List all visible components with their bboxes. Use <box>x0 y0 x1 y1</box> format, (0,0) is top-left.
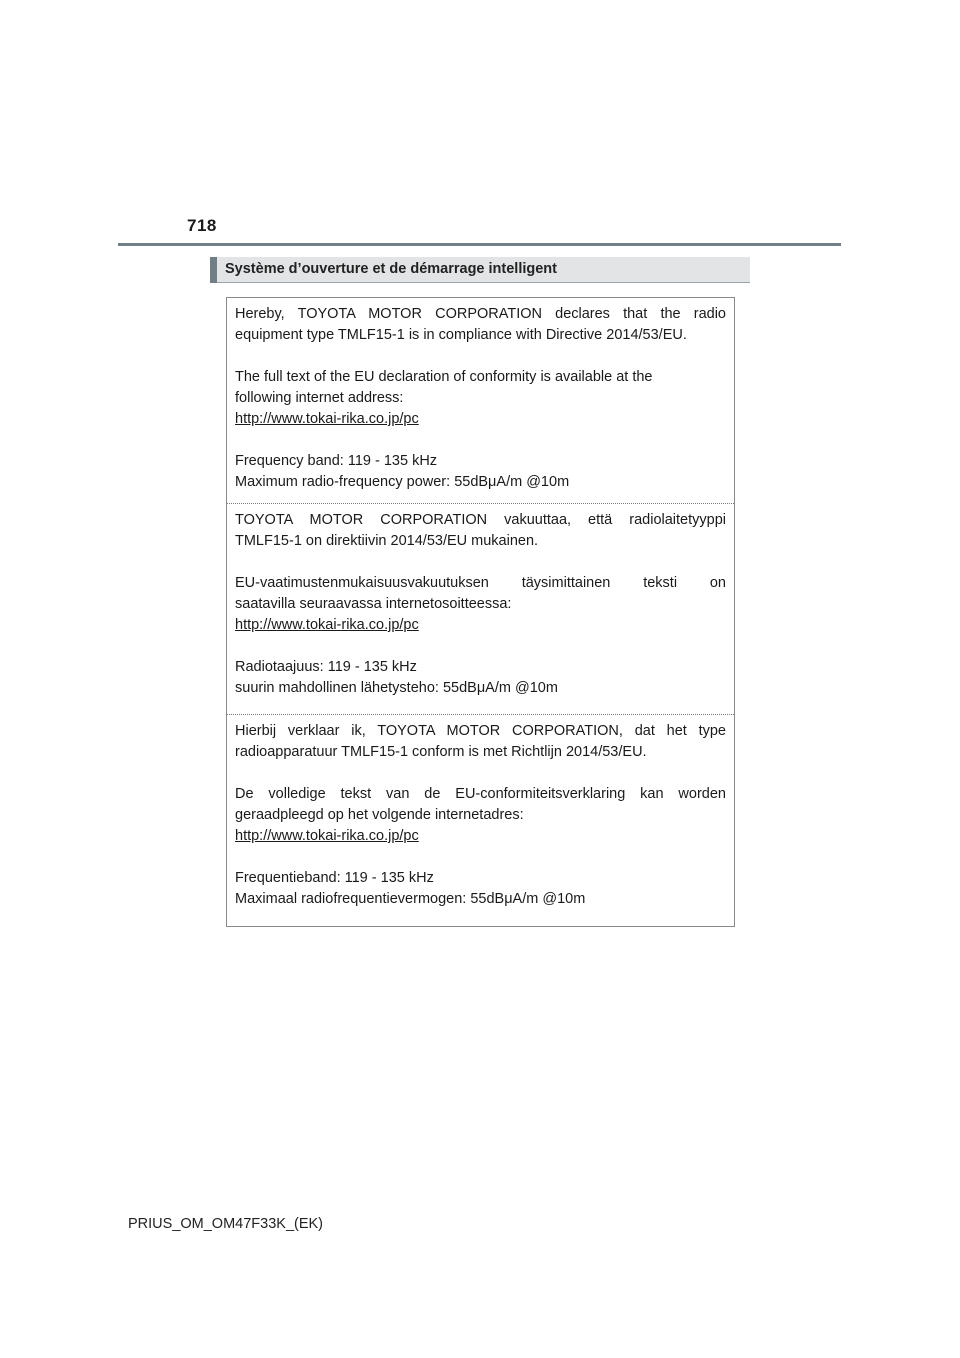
declaration-english <box>227 298 734 503</box>
section-title: Système d’ouverture et de démarrage intelligent <box>225 261 557 277</box>
declaration-finnish <box>227 503 734 714</box>
declaration-statement <box>235 721 726 763</box>
declaration-link[interactable]: http://www.tokai-rika.co.jp/pc <box>235 411 419 427</box>
declaration-line: Hierbij verklaar ik, TOYOTA MOTOR CORPORATION, dat het type <box>235 723 726 739</box>
declaration-statement <box>235 510 726 552</box>
declaration-line: Hereby, TOYOTA MOTOR CORPORATION declares that the radio <box>235 306 726 322</box>
declaration-dutch <box>227 714 734 926</box>
availability-statement <box>235 367 726 430</box>
declaration-line: TOYOTA MOTOR CORPORATION vakuuttaa, että radiolaitetyyppi <box>235 512 726 528</box>
frequency-band: Frequency band: 119 - 135 kHz <box>235 453 438 469</box>
availability-line: geraadpleegd op het volgende internetadres: <box>235 807 524 823</box>
availability-line: saatavilla seuraavassa internetosoitteessa: <box>235 596 512 612</box>
declarations-table <box>226 297 735 927</box>
technical-data <box>235 868 726 910</box>
declaration-link[interactable]: http://www.tokai-rika.co.jp/pc <box>235 828 419 844</box>
declaration-line: radioapparatuur TMLF15-1 conform is met Richtlijn 2014/53/EU. <box>235 744 647 760</box>
max-power: Maximaal radiofrequentievermogen: 55dBμA/m @10m <box>235 891 586 907</box>
page-number: 718 <box>187 216 217 235</box>
availability-line: following internet address: <box>235 390 404 406</box>
availability-statement <box>235 573 726 636</box>
availability-statement <box>235 784 726 847</box>
document-code-footer: PRIUS_OM_OM47F33K_(EK) <box>128 1216 324 1232</box>
declaration-link[interactable]: http://www.tokai-rika.co.jp/pc <box>235 617 419 633</box>
availability-line: The full text of the EU declaration of conformity is available at the <box>235 369 653 385</box>
technical-data <box>235 657 726 699</box>
max-power: suurin mahdollinen lähetysteho: 55dBμA/m @10m <box>235 680 558 696</box>
technical-data <box>235 451 726 493</box>
header-rule <box>118 243 841 246</box>
frequency-band: Radiotaajuus: 119 - 135 kHz <box>235 659 417 675</box>
declaration-line: equipment type TMLF15-1 is in compliance with Directive 2014/53/EU. <box>235 327 687 343</box>
declaration-line: TMLF15-1 on direktiivin 2014/53/EU mukainen. <box>235 533 539 549</box>
max-power: Maximum radio-frequency power: 55dBμA/m @10m <box>235 474 570 490</box>
section-header-accent-bar <box>210 257 217 283</box>
frequency-band: Frequentieband: 119 - 135 kHz <box>235 870 434 886</box>
section-header <box>210 257 750 283</box>
availability-line: EU-vaatimustenmukaisuusvakuutuksen täysimittainen teksti on <box>235 575 726 591</box>
declaration-statement <box>235 304 726 346</box>
availability-line: De volledige tekst van de EU-conformiteitsverklaring kan worden <box>235 786 726 802</box>
